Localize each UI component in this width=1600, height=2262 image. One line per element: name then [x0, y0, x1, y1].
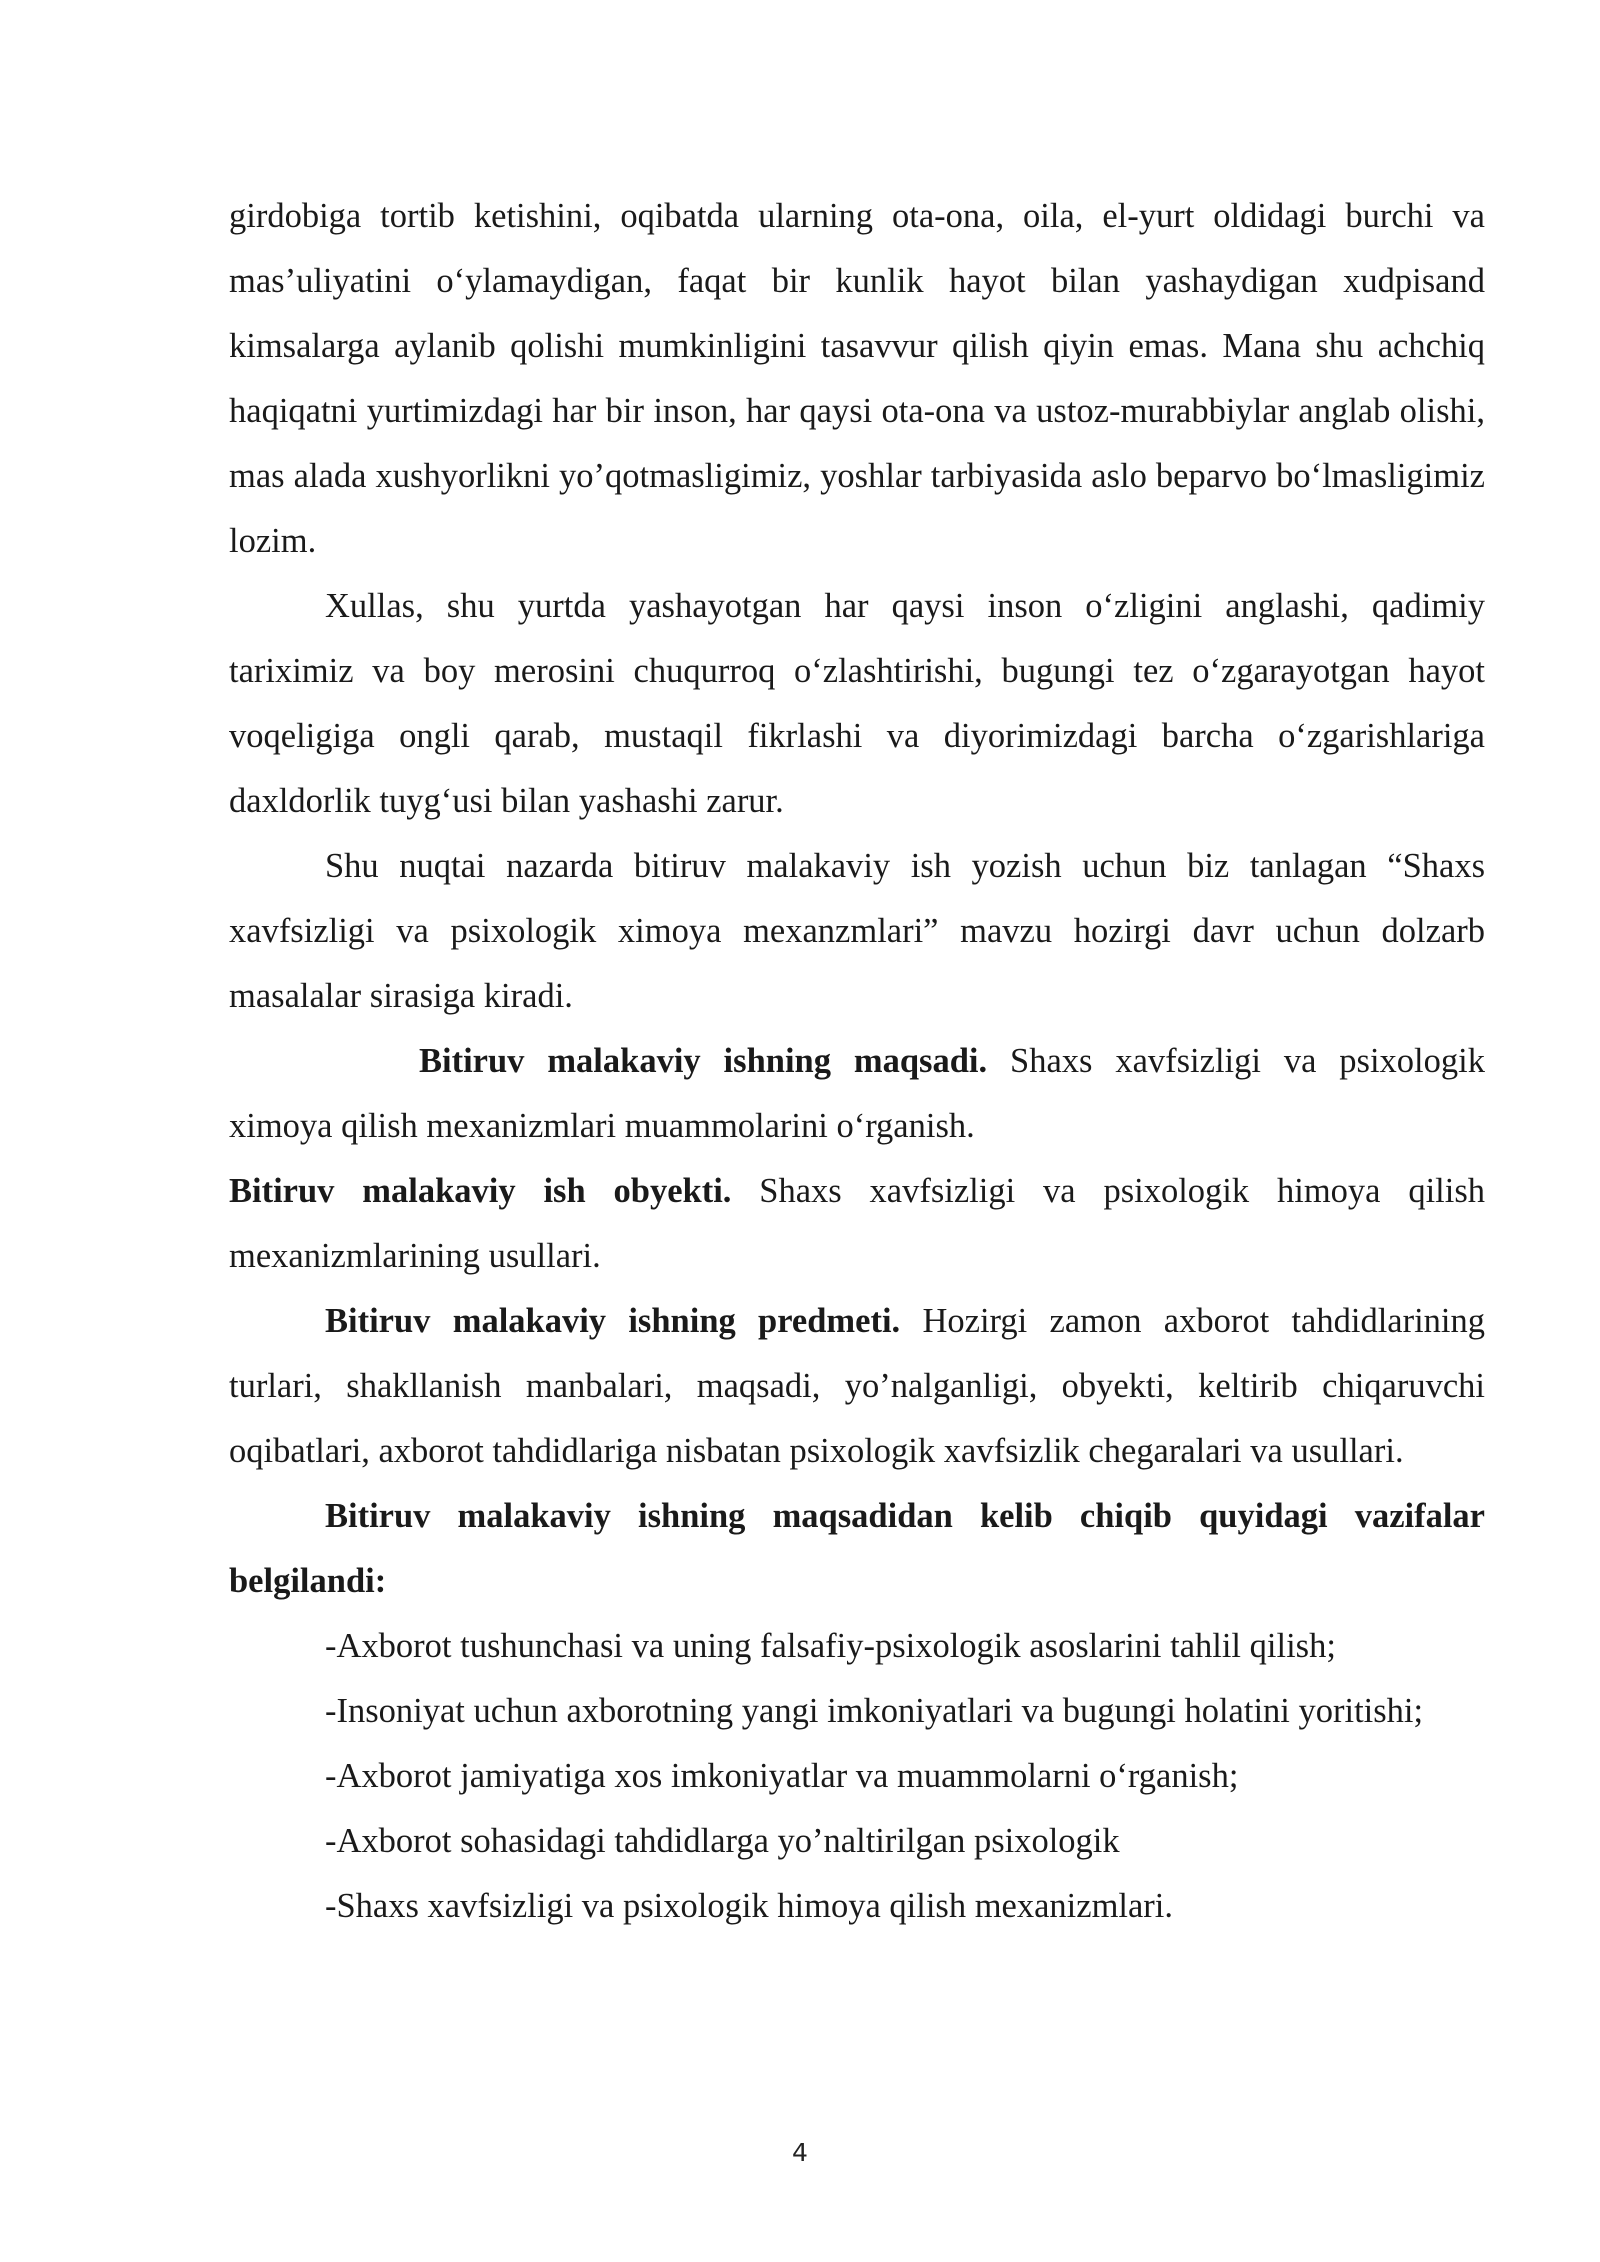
page-number: 4 [792, 2138, 808, 2167]
task-item: -Insoniyat uchun axborotning yangi imkoniyatlari va bugungi holatini yoritishi; [325, 1692, 1424, 1730]
tasks-heading: Bitiruv malakaviy ishning maqsadidan kelib chiqib quyidagi vazifalar belgilandi: [229, 1497, 1485, 1600]
paragraph-intro: girdobiga tortib ketishini, oqibatda ularning ota-ona, oila, el-yurt oldidagi burchi va mas’uliyatini o‘ylamaydigan, faqat bir kunlik hayot bilan yashaydigan xudpisand kimsalarga aylanib qolishi mumkinligini tasavvur qilish qiyin emas. Mana shu achchiq haqiqatni yurtimizdagi har bir inson, har qaysi ota-ona va ustoz-murabbiylar anglab olishi, mas alada xushyorlikni yo’qotmasligimiz, yoshlar tarbiyasida aslo beparvo bo‘lmasligimiz lozim. [229, 197, 1485, 560]
task-item: -Shaxs xavfsizligi va psixologik himoya qilish mexanizmlari. [325, 1887, 1173, 1925]
paragraph-subject [229, 1289, 1485, 1484]
paragraph-conclusion: Xullas, shu yurtda yashayotgan har qaysi inson o‘zligini anglashi, qadimiy tariximiz va boy merosini chuqurroq o‘zlashtirishi, bugungi tez o‘zgarayotgan hayot voqeligiga ongli qarab, mustaqil fikrlashi va diyorimizdagi barcha o‘zgarishlariga daxldorlik tuyg‘usi bilan yashashi zarur. [229, 587, 1485, 820]
paragraph-goal [229, 1029, 1485, 1159]
paragraph-topic-relevance: Shu nuqtai nazarda bitiruv malakaviy ish yozish uchun biz tanlagan “Shaxs xavfsizligi va psixologik ximoya mexanzmlari” mavzu hozirgi davr uchun dolzarb masalalar sirasiga kiradi. [229, 847, 1485, 1015]
goal-text: Shaxs xavfsizligi va psixologik ximoya qilish mexanizmlari muammolarini o‘rganish. [229, 1042, 1485, 1145]
subject-label: Bitiruv malakaviy ishning predmeti. [325, 1302, 901, 1340]
task-item: -Axborot sohasidagi tahdidlarga yo’naltirilgan psixologik [325, 1822, 1120, 1860]
goal-label: Bitiruv malakaviy ishning maqsadi. [419, 1042, 988, 1080]
task-item: -Axborot jamiyatiga xos imkoniyatlar va muammolarni o‘rganish; [325, 1757, 1239, 1795]
task-item: -Axborot tushunchasi va uning falsafiy-psixologik asoslarini tahlil qilish; [325, 1627, 1336, 1665]
paragraph-object [229, 1159, 1485, 1289]
subject-text: Hozirgi zamon axborot tahdidlarining turlari, shakllanish manbalari, maqsadi, yo’nalganligi, obyekti, keltirib chiqaruvchi oqibatlari, axborot tahdidlariga nisbatan psixologik xavfsizlik chegaralari va usullari. [229, 1302, 1485, 1470]
page-body [229, 184, 1485, 1939]
object-text: Shaxs xavfsizligi va psixologik himoya qilish mexanizmlarining usullari. [229, 1172, 1486, 1275]
object-label: Bitiruv malakaviy ish obyekti. [229, 1172, 732, 1210]
